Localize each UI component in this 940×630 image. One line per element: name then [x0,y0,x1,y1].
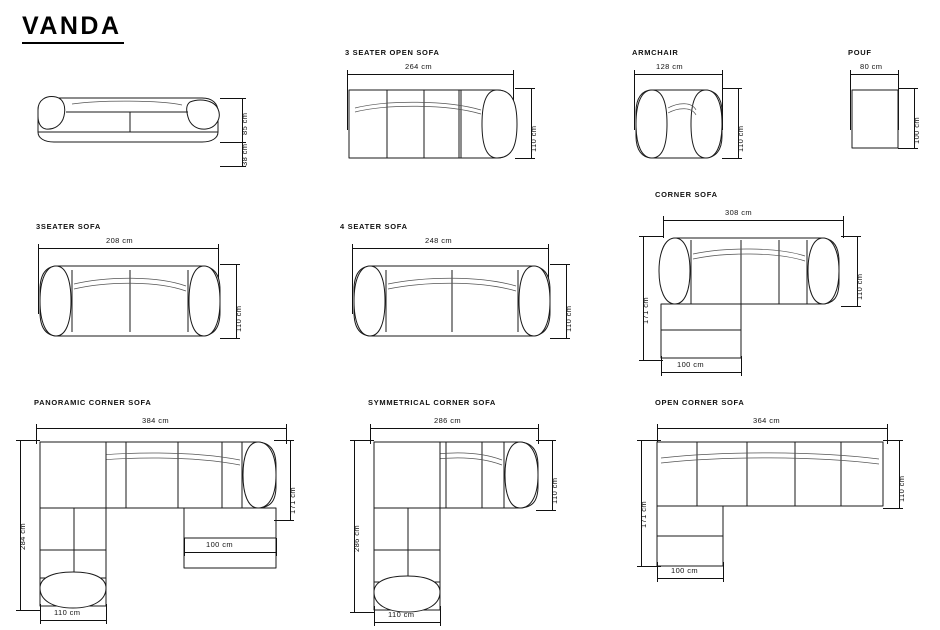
pano-width-line [36,428,286,429]
sym-286-tick-bottom [350,612,374,613]
item-symmetrical-corner-sofa [352,398,598,628]
open-3-seater-drawing [347,86,527,166]
sym-110-tick-top [536,440,556,441]
opencorner-width-label: 364 cm [753,416,780,425]
open3-width-label: 264 cm [405,62,432,71]
s4-width-line [352,248,548,249]
sym-110-tick-bottom [536,510,556,511]
corner-width-line [663,220,843,221]
pano-171-tick-bottom [274,520,294,521]
s3-width-line [38,248,218,249]
pouf-width-label: 80 cm [860,62,883,71]
corner-depth110-tick-top [841,236,861,237]
s4-width-label: 248 cm [425,236,452,245]
item-armchair [632,48,822,158]
hero-dim-38-label: 38 cm [240,143,249,166]
item-open-corner-sofa [639,398,906,598]
pano-100-line [184,552,276,553]
sym-bottom-110-tick-right [440,606,441,626]
corner-sofa-drawing [655,234,855,364]
symmetrical-corner-drawing [368,438,548,628]
corner-171-tick-bottom [639,360,663,361]
corner-100-tick-left [661,356,662,376]
armchair-depth-label: 110 cm [736,125,745,152]
hero-dim-85-tick-top [220,98,246,99]
pouf-depth-label: 100 cm [912,117,921,144]
opencorner-100-tick-right [723,562,724,582]
pano-171-label: 171 cm [288,487,297,514]
item-4-seater-sofa-title: 4 SEATER SOFA [340,222,408,231]
s3-depth-tick-bottom [220,338,240,339]
pano-284-tick-top [16,440,40,441]
pouf-drawing [850,86,910,156]
open3-depth-label: 110 cm [529,125,538,152]
item-open-corner-sofa-title: OPEN CORNER SOFA [655,398,745,407]
pano-110-tick-left [40,604,41,624]
sym-width-label: 286 cm [434,416,461,425]
opencorner-110-label: 110 cm [897,475,906,502]
s4-depth-tick-bottom [550,338,570,339]
opencorner-110-tick-bottom [883,508,903,509]
item-symmetrical-corner-sofa-title: SYMMETRICAL CORNER SOFA [368,398,497,407]
item-corner-sofa [641,190,915,370]
sym-bottom-110-label: 110 cm [388,610,415,619]
corner-width-label: 308 cm [725,208,752,217]
item-3-seater-open-sofa [345,48,575,158]
pouf-width-line [850,74,898,75]
sym-bottom-110-tick-left [374,606,375,626]
armchair-width-label: 128 cm [656,62,683,71]
s3-width-label: 208 cm [106,236,133,245]
sym-286-label: 286 cm [352,525,361,552]
item-panoramic-corner-sofa-title: PANORAMIC CORNER SOFA [34,398,152,407]
sym-110-label: 110 cm [550,477,559,504]
corner-depth110-label: 110 cm [855,273,864,300]
pano-100-label: 100 cm [206,540,233,549]
pano-284-label: 284 cm [18,523,27,550]
corner-100-label: 100 cm [677,360,704,369]
corner-171-label: 171 cm [641,297,650,324]
pano-100-tick-left [184,538,185,556]
armchair-depth-tick-bottom [722,158,742,159]
item-sofa-bed-hero [30,80,290,170]
opencorner-100-line [657,578,723,579]
opencorner-171-tick-top [637,440,661,441]
armchair-drawing [634,86,734,166]
four-seater-drawing [352,262,562,342]
corner-171-tick-top [639,236,663,237]
opencorner-110-tick-top [883,440,903,441]
pano-171-tick-top [274,440,294,441]
open3-depth-tick-top [515,88,535,89]
item-armchair-title: ARMCHAIR [632,48,679,57]
opencorner-100-tick-left [657,562,658,582]
pano-100-tick-right [276,538,277,556]
pano-110-tick-right [106,604,107,624]
corner-depth110-tick-bottom [841,306,861,307]
armchair-width-line [634,74,722,75]
s4-depth-tick-top [550,264,570,265]
item-4-seater-sofa [340,222,580,342]
s4-depth-label: 110 cm [564,305,573,332]
open3-width-line [347,74,513,75]
item-pouf [848,48,938,158]
pano-110-line [40,620,106,621]
brand-underline [22,42,124,44]
item-pouf-title: POUF [848,48,872,57]
item-panoramic-corner-sofa [18,398,314,628]
s3-depth-tick-top [220,264,240,265]
s3-depth-label: 110 cm [234,305,243,332]
pano-110-label: 110 cm [54,608,81,617]
pano-284-tick-bottom [16,610,40,611]
brand-title: VANDA [22,12,122,40]
opencorner-171-label: 171 cm [639,501,648,528]
sofa-bed-hero-drawing [30,80,260,160]
open3-depth-tick-bottom [515,158,535,159]
hero-dim-38-tick-bottom [220,166,246,167]
opencorner-width-line [657,428,887,429]
pouf-depth-tick-bottom [898,148,918,149]
item-3-seater-sofa-title: 3SEATER SOFA [36,222,101,231]
corner-100-line [661,372,741,373]
item-corner-sofa-title: CORNER SOFA [655,190,718,199]
sym-width-line [370,428,538,429]
panoramic-corner-drawing [34,438,290,628]
item-3-seater-open-sofa-title: 3 SEATER OPEN SOFA [345,48,440,57]
opencorner-100-label: 100 cm [671,566,698,575]
three-seater-drawing [38,262,233,342]
hero-dim-85-label: 85 cm [240,112,249,135]
pano-width-label: 384 cm [142,416,169,425]
sym-286-tick-top [350,440,374,441]
sym-bottom-110-line [374,622,440,623]
item-3-seater-sofa [36,222,276,342]
armchair-depth-tick-top [722,88,742,89]
pouf-depth-tick-top [898,88,918,89]
corner-100-tick-right [741,356,742,376]
